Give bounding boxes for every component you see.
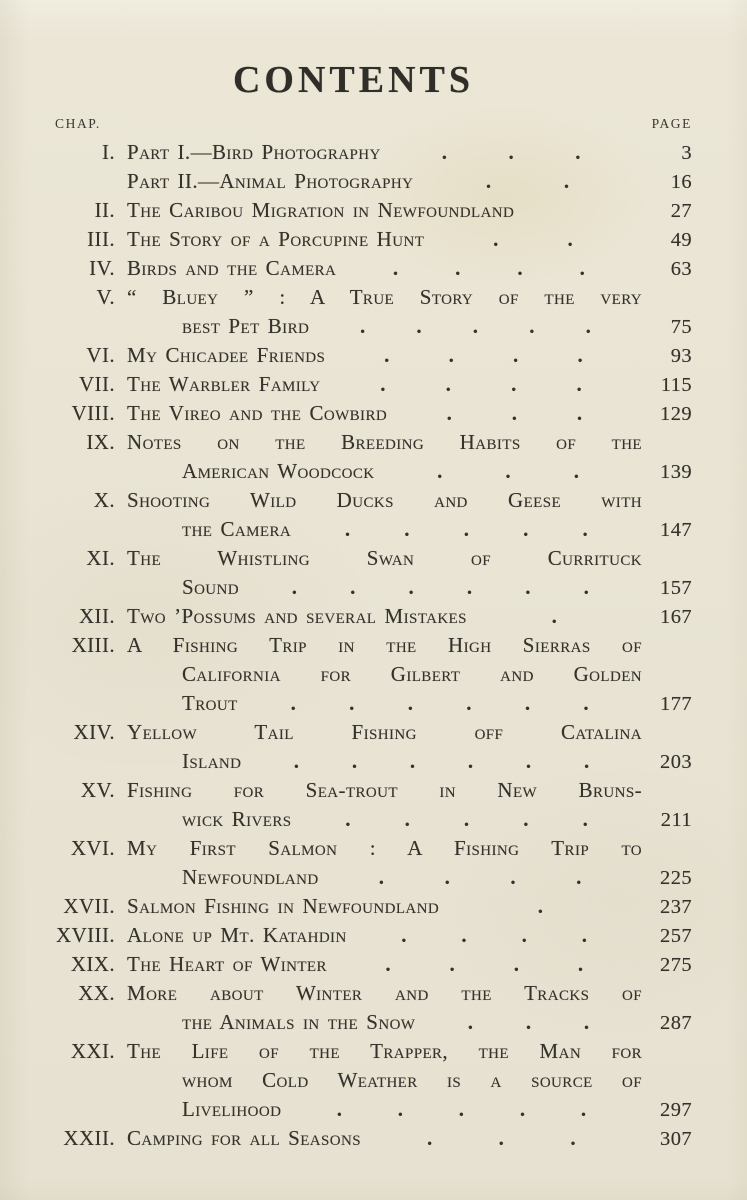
chapter-numeral: XVII. <box>63 894 115 918</box>
chapter-title: The Story of a Porcupine Hunt <box>127 227 425 251</box>
dot-leader <box>415 1012 642 1033</box>
leader-dot: . <box>463 517 470 541</box>
page-number: 63 <box>670 258 692 280</box>
leader-dot: . <box>511 401 518 425</box>
leader-dot: . <box>378 865 385 889</box>
chapter-title: Fishing for Sea-trout in New Bruns- <box>127 778 642 802</box>
leader-dot: . <box>580 1097 587 1121</box>
dot-leader <box>309 316 642 337</box>
chapter-numeral: VII. <box>78 372 115 396</box>
chapter-numeral: XIII. <box>71 633 115 657</box>
dot-leader <box>375 461 643 482</box>
chapter-title: My Chicadee Friends <box>127 343 326 367</box>
page-number: 49 <box>670 229 692 251</box>
dot-leader <box>413 171 642 192</box>
chapter-title: Sound <box>182 575 240 599</box>
leader-dot: . <box>485 169 492 193</box>
chapter-title: The Vireo and the Cowbird <box>127 401 388 425</box>
leader-dot: . <box>583 1010 590 1034</box>
toc-row <box>15 952 692 981</box>
dot-leader <box>319 867 642 888</box>
toc-row <box>15 430 692 459</box>
page-number: 167 <box>660 606 692 628</box>
leader-dot: . <box>467 749 474 773</box>
page-number: 139 <box>660 461 692 483</box>
chapter-title: The Heart of Winter <box>127 952 327 976</box>
toc-row <box>15 401 692 430</box>
toc-row <box>15 836 692 865</box>
page-number: 3 <box>681 142 692 164</box>
page-number: 225 <box>660 867 692 889</box>
dot-leader <box>239 577 642 598</box>
toc-row <box>15 314 692 343</box>
leader-dot: . <box>524 691 531 715</box>
dot-leader <box>381 142 642 163</box>
leader-dot: . <box>525 1010 532 1034</box>
chapter-title: The Warbler Family <box>127 372 321 396</box>
leader-dot: . <box>517 256 524 280</box>
chapter-numeral: XVI. <box>70 836 115 860</box>
chapter-title: The Life of the Trapper, the Man for <box>127 1039 642 1063</box>
leader-dot: . <box>508 140 515 164</box>
page-number: 275 <box>660 954 692 976</box>
leader-dot: . <box>498 1126 505 1150</box>
chapter-numeral: XIV. <box>73 720 115 744</box>
dot-leader <box>439 896 642 917</box>
leader-dot: . <box>290 691 297 715</box>
leader-dot: . <box>529 314 535 338</box>
toc-row <box>15 517 692 546</box>
page-title: CONTENTS <box>232 59 475 101</box>
toc-row <box>15 1010 692 1039</box>
chapter-title: Island <box>182 749 242 773</box>
leader-dot: . <box>583 691 590 715</box>
leader-dot: . <box>385 952 392 976</box>
chapter-title: Camping for all Seasons <box>127 1126 361 1150</box>
leader-dot: . <box>510 865 517 889</box>
leader-dot: . <box>350 575 356 599</box>
leader-dot: . <box>525 575 531 599</box>
leader-dot: . <box>576 401 583 425</box>
dot-leader <box>336 258 642 279</box>
leader-dot: . <box>525 749 532 773</box>
leader-dot: . <box>293 749 300 773</box>
chapter-title: Newfoundland <box>182 865 319 889</box>
chapter-title: Livelihood <box>182 1097 282 1121</box>
toc-row <box>15 604 692 633</box>
chapter-numeral: IX. <box>86 430 115 454</box>
leader-dot: . <box>397 1097 404 1121</box>
page-number: 147 <box>660 519 692 541</box>
dot-leader <box>467 606 642 627</box>
chapter-numeral: XIX. <box>70 952 115 976</box>
leader-dot: . <box>493 227 499 251</box>
toc-row <box>15 1039 692 1068</box>
chapter-numeral: XV. <box>80 778 115 802</box>
chapter-title: A Fishing Trip in the High Sierras of <box>127 633 642 657</box>
chapter-title: the Camera <box>182 517 292 541</box>
leader-dot: . <box>583 749 590 773</box>
leader-dot: . <box>408 575 415 599</box>
chapter-title: Trout <box>182 691 238 715</box>
leader-dot: . <box>582 517 589 541</box>
chapter-numeral: XVIII. <box>56 923 115 947</box>
chapter-numeral: X. <box>93 488 115 512</box>
leader-dot: . <box>336 1097 343 1121</box>
toc-row <box>15 372 692 401</box>
leader-dot: . <box>519 1097 526 1121</box>
leader-dot: . <box>351 749 358 773</box>
toc-row <box>15 140 692 169</box>
leader-dot: . <box>523 807 529 831</box>
chapter-numeral: V. <box>96 285 115 309</box>
leader-dot: . <box>441 140 448 164</box>
chapter-title: More about Winter and the Tracks of <box>127 981 642 1005</box>
chapter-title: the Animals in the Snow <box>182 1010 416 1034</box>
chapter-title: wick Rivers <box>182 807 292 831</box>
leader-dot: . <box>466 575 473 599</box>
leader-dot: . <box>583 575 590 599</box>
leader-dot: . <box>570 1126 576 1150</box>
leader-dot: . <box>563 169 570 193</box>
leader-dot: . <box>416 314 423 338</box>
dot-leader <box>327 954 642 975</box>
chapter-numeral: XX. <box>78 981 115 1005</box>
dot-leader <box>361 1128 642 1149</box>
leader-dot: . <box>576 372 583 396</box>
dot-leader <box>241 751 642 772</box>
dot-leader <box>238 693 642 714</box>
leader-dot: . <box>392 256 399 280</box>
leader-dot: . <box>446 401 453 425</box>
leader-dot: . <box>579 256 586 280</box>
leader-dot: . <box>577 952 584 976</box>
toc-row <box>15 546 692 575</box>
leader-dot: . <box>461 923 468 947</box>
chapter-title: Alone up Mt. Katahdin <box>127 923 347 947</box>
page-number: 93 <box>670 345 692 367</box>
toc-row <box>15 1097 692 1126</box>
leader-dot: . <box>511 372 517 396</box>
toc-row <box>15 749 692 778</box>
chapter-title: whom Cold Weather is a source of <box>182 1068 642 1092</box>
leader-dot: . <box>521 923 528 947</box>
leader-dot: . <box>344 517 351 541</box>
chapter-numeral: XXII. <box>63 1126 115 1150</box>
leader-dot: . <box>384 343 390 367</box>
chapter-title: Birds and the Camera <box>127 256 337 280</box>
chapter-numeral: VI. <box>86 343 115 367</box>
toc-row <box>15 575 692 604</box>
toc-row <box>15 169 692 198</box>
chapter-title: best Pet Bird <box>182 314 310 338</box>
dot-leader <box>281 1099 642 1120</box>
leader-dot: . <box>582 807 589 831</box>
dot-leader <box>291 519 642 540</box>
leader-dot: . <box>291 575 298 599</box>
leader-dot: . <box>573 459 580 483</box>
leader-dot: . <box>513 952 520 976</box>
leader-dot: . <box>404 807 411 831</box>
chapter-numeral: XI. <box>86 546 115 570</box>
chapter-column-header: CHAP. <box>55 116 101 131</box>
dot-leader <box>347 925 642 946</box>
chapter-title: My First Salmon : A Fishing Trip to <box>127 836 642 860</box>
chapter-title: Part II.—Animal Photography <box>127 169 414 193</box>
toc-row <box>15 662 692 691</box>
chapter-numeral: III. <box>87 227 115 251</box>
toc-row <box>15 198 692 227</box>
chapter-title: The Whistling Swan of Currituck <box>127 546 642 570</box>
page-number: 16 <box>670 171 692 193</box>
page-number: 75 <box>670 316 692 338</box>
leader-dot: . <box>448 343 455 367</box>
chapter-numeral: XII. <box>78 604 115 628</box>
dot-leader <box>387 403 642 424</box>
page-number: 203 <box>660 751 692 773</box>
chapter-numeral: IV. <box>89 256 115 280</box>
page-number: 157 <box>660 577 692 599</box>
leader-dot: . <box>427 1126 433 1150</box>
chapter-numeral: I. <box>101 140 115 164</box>
toc-row <box>15 1126 692 1155</box>
page-number: 27 <box>670 200 692 222</box>
leader-dot: . <box>576 865 582 889</box>
chapter-title: “ Bluey ” : A True Story of the very <box>127 285 642 309</box>
toc-row <box>15 633 692 662</box>
page-column-header: PAGE <box>651 116 692 131</box>
toc-row <box>15 778 692 807</box>
chapter-title: Two ’Possums and several Mistakes <box>127 604 467 628</box>
toc-row <box>15 807 692 836</box>
toc-row <box>15 691 692 720</box>
leader-dot: . <box>567 227 574 251</box>
chapter-title: American Woodcock <box>182 459 375 483</box>
toc-row <box>15 894 692 923</box>
leader-dot: . <box>466 691 472 715</box>
leader-dot: . <box>359 314 366 338</box>
leader-dot: . <box>445 372 452 396</box>
page-number: 257 <box>660 925 692 947</box>
chapter-title: Salmon Fishing in Newfoundland <box>127 894 440 918</box>
toc-row <box>15 865 692 894</box>
page-number: 177 <box>660 693 692 715</box>
page-number: 129 <box>660 403 692 425</box>
leader-dot: . <box>472 314 479 338</box>
toc-row <box>15 285 692 314</box>
leader-dot: . <box>380 372 386 396</box>
leader-dot: . <box>463 807 470 831</box>
leader-dot: . <box>449 952 456 976</box>
toc-row <box>15 720 692 749</box>
toc-row <box>15 227 692 256</box>
leader-dot: . <box>523 517 529 541</box>
chapter-numeral: II. <box>94 198 115 222</box>
toc-row <box>15 343 692 372</box>
page-number: 115 <box>660 374 692 396</box>
leader-dot: . <box>409 749 416 773</box>
chapter-title: Yellow Tail Fishing off Catalina <box>127 720 642 744</box>
toc-row <box>15 923 692 952</box>
leader-dot: . <box>437 459 443 483</box>
leader-dot: . <box>444 865 451 889</box>
page-number: 297 <box>660 1099 692 1121</box>
dot-leader <box>292 809 643 830</box>
chapter-title: The Caribou Migration in Newfoundland <box>127 198 515 222</box>
page-number: 307 <box>660 1128 692 1150</box>
leader-dot: . <box>404 517 410 541</box>
leader-dot: . <box>401 923 407 947</box>
leader-dot: . <box>349 691 355 715</box>
leader-dot: . <box>345 807 351 831</box>
toc-row <box>15 981 692 1010</box>
chapter-numeral: XXI. <box>70 1039 115 1063</box>
dot-leader <box>424 229 642 250</box>
leader-dot: . <box>577 343 584 367</box>
toc-row <box>15 488 692 517</box>
chapter-title: Shooting Wild Ducks and Geese with <box>127 488 642 512</box>
toc-row <box>15 1068 692 1097</box>
column-headers <box>15 116 692 136</box>
leader-dot: . <box>581 923 588 947</box>
leader-dot: . <box>467 1010 474 1034</box>
page-number: 211 <box>660 809 692 831</box>
leader-dot: . <box>575 140 581 164</box>
page-number: 287 <box>660 1012 692 1034</box>
dot-leader <box>320 374 642 395</box>
chapter-title: Notes on the Breeding Habits of the <box>127 430 642 454</box>
chapter-title: California for Gilbert and Golden <box>182 662 642 686</box>
leader-dot: . <box>407 691 414 715</box>
chapter-title: Part I.—Bird Photography <box>127 140 381 164</box>
leader-dot: . <box>537 894 544 918</box>
leader-dot: . <box>585 314 592 338</box>
leader-dot: . <box>505 459 512 483</box>
page-number: 237 <box>660 896 692 918</box>
chapter-numeral: VIII. <box>71 401 115 425</box>
leader-dot: . <box>458 1097 465 1121</box>
table-of-contents <box>15 140 692 1155</box>
toc-row <box>15 256 692 285</box>
leader-dot: . <box>513 343 519 367</box>
dot-leader <box>325 345 642 366</box>
leader-dot: . <box>455 256 461 280</box>
leader-dot: . <box>551 604 558 628</box>
toc-row <box>15 459 692 488</box>
